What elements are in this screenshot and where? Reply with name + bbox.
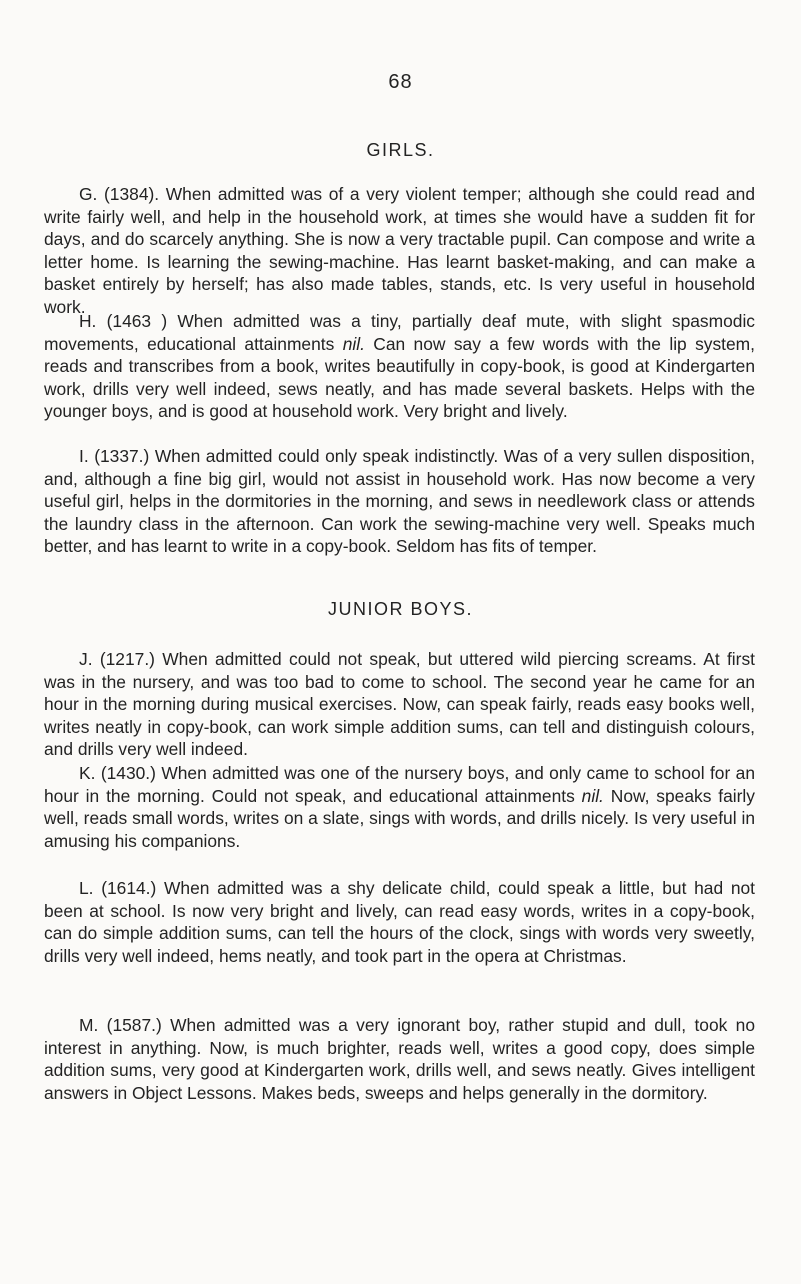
entry-paragraph-h xyxy=(44,310,755,423)
entry-paragraph-m xyxy=(44,1014,755,1104)
entry-italic: nil. xyxy=(342,333,365,354)
entry-italic: nil. xyxy=(581,785,604,806)
entry-paragraph-l xyxy=(44,877,755,967)
section-heading-girls: GIRLS. xyxy=(366,140,435,160)
entry-text-continued: Now, speaks fairly well, reads small words, writes on a slate, sings with words, and drills nicely. Is very useful in amusing his companions. xyxy=(44,785,755,851)
entry-text: I. (1337.) When admitted could only speak indistinctly. Was of a very sullen disposition, and, although a fine big girl, would not assist in household work. Has now become a very useful girl, helps in the dormitories in the morning, and sews in needlework class or attends the laundry class in the afternoon. Can work the sewing-machine very well. Speaks much better, and has learnt to write in a copy-book. Seldom has fits of temper. xyxy=(44,446,755,557)
entry-text: M. (1587.) When admitted was a very ignorant boy, rather stupid and dull, took no interest in anything. Now, is much brighter, reads well, writes a good copy, does simple addition sums, very good at Kindergarten work, drills well, and sews neatly. Gives intelligent answers in Object Lessons. Makes beds, sweeps and helps generally in the dormitory. xyxy=(44,1015,755,1103)
page-number: 68 xyxy=(388,71,413,93)
entry-paragraph-k xyxy=(44,762,755,852)
section-heading-junior-boys: JUNIOR BOYS. xyxy=(327,599,474,619)
entry-paragraph-i xyxy=(44,445,755,558)
entry-paragraph-g xyxy=(44,183,755,319)
entry-text: H. (1463 ) When admitted was a tiny, partially deaf mute, with slight spasmodic movements, educational attainments xyxy=(44,311,755,354)
entry-text-continued: Can now say a few words with the lip system, reads and transcribes from a book, writes beautifully in copy-book, is good at Kindergarten work, drills very well indeed, sews neatly, and has made several baskets. Helps with the younger boys, and is good at household work. Very bright and lively. xyxy=(44,333,755,422)
entry-paragraph-j xyxy=(44,648,755,761)
entry-text: J. (1217.) When admitted could not speak, but uttered wild piercing screams. At first was in the nursery, and was too bad to come to school. The second year he came for an hour in the morning during musical exercises. Now, can speak fairly, reads easy books well, writes neatly in copy-book, can work simple addition sums, can tell and distinguish colours, and drills very well indeed. xyxy=(44,649,755,760)
entry-text: L. (1614.) When admitted was a shy delicate child, could speak a little, but had not been at school. Is now very bright and lively, can read easy words, writes in a copy-book, can do simple addition sums, can tell the hours of the clock, sings with words very sweetly, drills very well indeed, hems neatly, and took part in the opera at Christmas. xyxy=(44,878,755,966)
entry-text: G. (1384). When admitted was of a very violent temper; although she could read and write fairly well, and help in the household work, at times she would have a sudden fit for days, and do scarcely anything. She is now a very tractable pupil. Can compose and write a letter home. Is learning the sewing-machine. Has learnt basket-making, and can make a basket entirely by herself; has also made tables, stands, etc. Is very useful in household work. xyxy=(44,184,755,317)
entry-text: K. (1430.) When admitted was one of the nursery boys, and only came to school for an hour in the morning. Could not speak, and educational attainments xyxy=(44,763,755,806)
